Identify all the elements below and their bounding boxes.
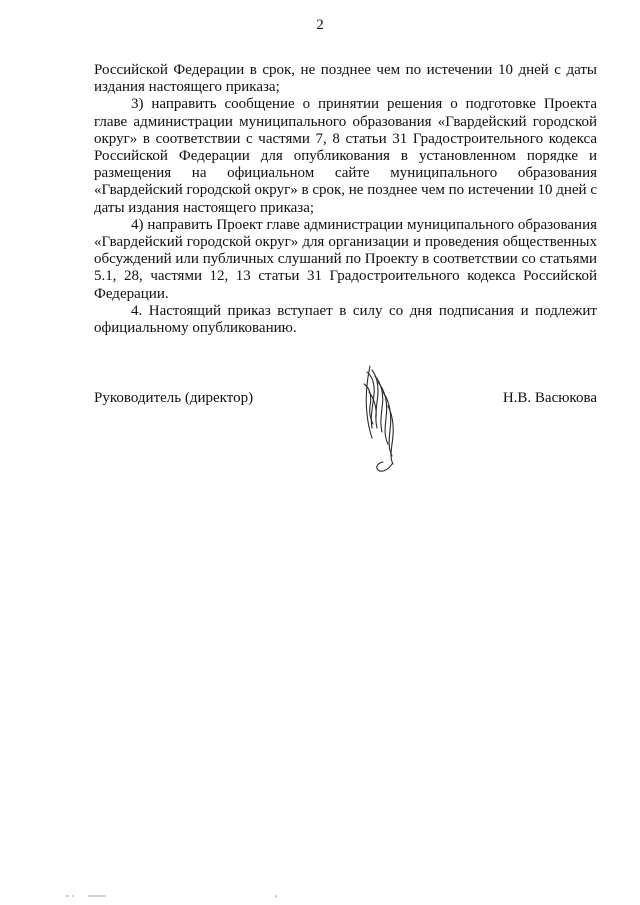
signature-block	[94, 388, 597, 408]
paragraph-effective-date: 4. Настоящий приказ вступает в силу со дня подписания и подлежит официальному опубликованию.	[94, 302, 597, 337]
paragraph-item-3: 3) направить сообщение о принятии решения о подготовке Проекта главе администрации муниципального образования «Гвардейский городской округ» в соответствии с частями 7, 8 статьи 31 Градостроительного кодекса Российской Федерации для опубликования в установленном порядке и размещения на официальном сайте муниципального образования «Гвардейский городской округ» в срок, не позднее чем по истечении 10 дней с даты издания настоящего приказа;	[94, 96, 597, 216]
document-body	[94, 62, 597, 337]
paragraph-item-4: 4) направить Проект главе администрации муниципального образования «Гвардейский городской округ» для организации и проведения общественных обсуждений или публичных слушаний по Проекту в соответствии со статьями 5.1, 28, частями 12, 13 статьи 31 Градостроительного кодекса Российской Федерации.	[94, 216, 597, 302]
scan-marks-icon	[64, 893, 304, 899]
page-number: 2	[316, 17, 324, 33]
signer-position: Руководитель (директор)	[94, 390, 254, 406]
handwritten-signature-icon	[348, 362, 408, 477]
signer-name: Н.В. Васюкова	[502, 390, 597, 406]
paragraph-continuation: Российской Федерации в срок, не позднее чем по истечении 10 дней с даты издания настоящего приказа;	[94, 62, 597, 96]
